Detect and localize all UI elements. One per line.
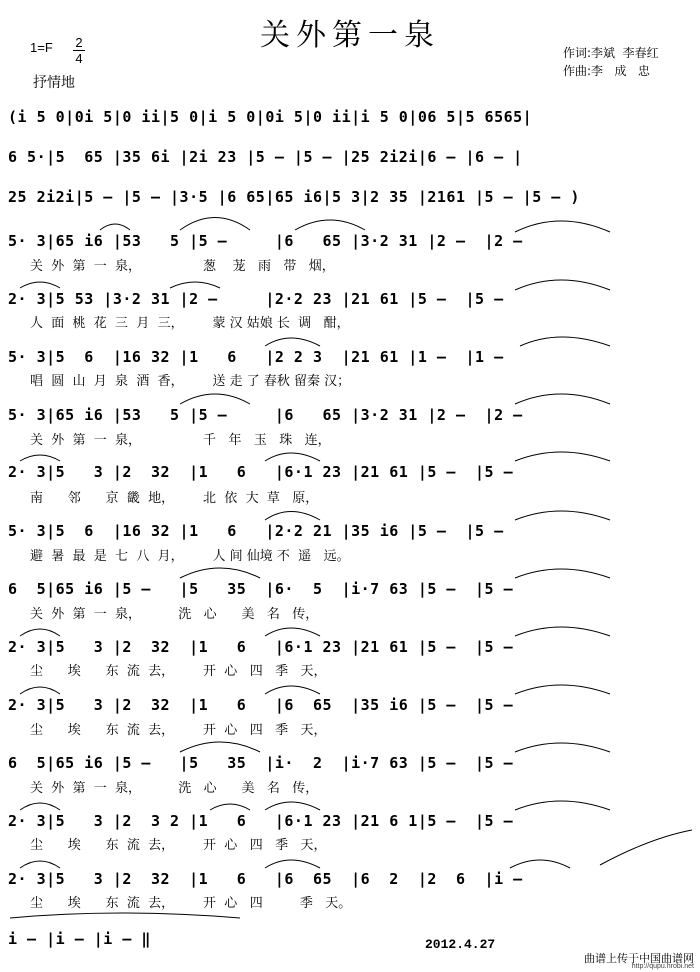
lyric-line: 关 外 第 一 泉， 千 年 玉 珠 连， — [30, 433, 331, 448]
lyric-line: 南 邻 京 畿 地， 北 依 大 草 原， — [30, 491, 319, 506]
lyric-line: 关 外 第 一 泉， 洗 心 美 名 传， — [30, 781, 319, 796]
notation-line: 25 2i2i|5 — |5 — |3·5 |6 65|65 i6|5 3|2 35 |2161 |5 — |5 — ) — [8, 188, 580, 206]
slur-arc — [515, 280, 610, 290]
expression-mark: 抒情地 — [33, 75, 75, 91]
meter-top: 2 — [75, 35, 83, 50]
slur-arc — [515, 221, 610, 232]
slur-arc — [265, 802, 320, 810]
slur-arc — [295, 220, 365, 230]
date-stamp: 2012.4.27 — [425, 937, 496, 952]
slur-arc — [265, 453, 320, 461]
slur-arc — [180, 568, 260, 578]
slur-arc — [265, 628, 320, 636]
notation-line: 2· 3|5 53 |3·2 31 |2 — |2·2 23 |21 61 |5 — |5 — — [8, 290, 504, 308]
slur-arc — [515, 801, 610, 810]
lyric-line: 避 暑 最 是 七 八 月， 人 间 仙境 不 遥 远。 — [30, 549, 350, 564]
slur-arc — [510, 860, 570, 868]
slur-arc — [515, 511, 610, 520]
notation-line: (i 5 0|0i 5|0 ii|5 0|i 5 0|0i 5|0 ii|i 5 0|06 5|5 6565| — [8, 108, 533, 126]
slur-arc — [600, 830, 692, 865]
page-title: 关外第一泉 — [260, 18, 440, 53]
slur-arc — [100, 224, 130, 230]
site-url: http://qupu.hrobi.net — [631, 963, 694, 970]
lyric-line: 唱 圆 山 月 泉 酒 香， 送 走 了 春秋 留秦 汉； — [30, 374, 351, 389]
slur-arc — [20, 861, 60, 868]
slur-arc — [210, 804, 250, 810]
notation-line: 5· 3|5 6 |16 32 |1 6 |2·2 21 |35 i6 |5 — |5 — — [8, 522, 504, 540]
slur-arc — [180, 742, 260, 752]
slur-arc — [515, 394, 610, 404]
slur-arc — [170, 282, 220, 288]
notation-line: 5· 3|65 i6 |53 5 |5 — |6 65 |3·2 31 |2 — |2 — — [8, 232, 523, 250]
slur-arc — [20, 803, 60, 810]
meter-bottom: 4 — [73, 50, 85, 66]
slur-arc — [20, 687, 60, 694]
slur-arc — [180, 394, 250, 404]
notation-line: i — |i — |i — ‖ — [8, 930, 151, 948]
lyric-line: 尘 埃 东 流 去， 开 心 四 季 天， — [30, 838, 327, 853]
slur-arc — [20, 455, 60, 461]
notation-line: 2· 3|5 3 |2 32 |1 6 |6 65 |6 2 |2 6 |i — — [8, 870, 523, 888]
slur-arc — [515, 743, 610, 752]
lyric-line: 尘 埃 东 流 去， 开 心 四 季 天， — [30, 664, 327, 679]
notation-line: 6 5|65 i6 |5 — |5 35 |6· 5 |i·7 63 |5 — |5 — — [8, 580, 514, 598]
lyric-line: 关 外 第 一 泉， 洗 心 美 名 传， — [30, 607, 319, 622]
notation-line: 5· 3|65 i6 |53 5 |5 — |6 65 |3·2 31 |2 — |2 — — [8, 406, 523, 424]
slur-arc — [265, 860, 320, 868]
key-signature: 1=F — [30, 40, 53, 55]
notation-line: 2· 3|5 3 |2 3 2 |1 6 |6·1 23 |21 6 1|5 — |5 — — [8, 812, 514, 830]
slur-arc — [20, 629, 60, 636]
notation-line: 2· 3|5 3 |2 32 |1 6 |6·1 23 |21 61 |5 — |5 — — [8, 463, 514, 481]
slur-arc — [265, 512, 320, 521]
slur-arc — [515, 569, 610, 578]
notation-line: 2· 3|5 3 |2 32 |1 6 |6·1 23 |21 61 |5 — |5 — — [8, 638, 514, 656]
lyric-line: 人 面 桃 花 三 月 三， 蒙 汉 姑娘 长 调 酣， — [30, 316, 350, 331]
notation-line: 5· 3|5 6 |16 32 |1 6 |2 2 3 |21 61 |1 — |1 — — [8, 348, 504, 366]
slur-arc — [515, 627, 610, 636]
composer-credit: 作曲:李 成 忠 — [563, 64, 650, 78]
slur-arc — [180, 218, 250, 231]
lyric-line: 关 外 第 一 泉， 葱 茏 雨 带 烟， — [30, 259, 335, 274]
slur-arc — [10, 913, 240, 918]
slur-arc — [265, 338, 320, 346]
notation-line: 6 5|65 i6 |5 — |5 35 |i· 2 |i·7 63 |5 — |5 — — [8, 754, 514, 772]
notation-line: 2· 3|5 3 |2 32 |1 6 |6 65 |35 i6 |5 — |5 — — [8, 696, 514, 714]
lyricist-credit: 作词:李斌 李春红 — [563, 46, 659, 60]
lyric-line: 尘 埃 东 流 去， 开 心 四 季 天， — [30, 723, 327, 738]
slur-arc — [515, 452, 610, 461]
notation-line: 6 5·|5 65 |35 6i |2i 23 |5 — |5 — |25 2i2i|6 — |6 — | — [8, 148, 523, 166]
site-watermark: 曲谱上传于中国曲谱网 — [584, 952, 694, 965]
slur-arc — [20, 282, 60, 288]
slur-arc — [515, 685, 610, 694]
slur-arc — [520, 337, 610, 346]
slur-arc — [265, 686, 320, 694]
lyric-line: 尘 埃 东 流 去， 开 心 四 季 天。 — [30, 896, 352, 911]
